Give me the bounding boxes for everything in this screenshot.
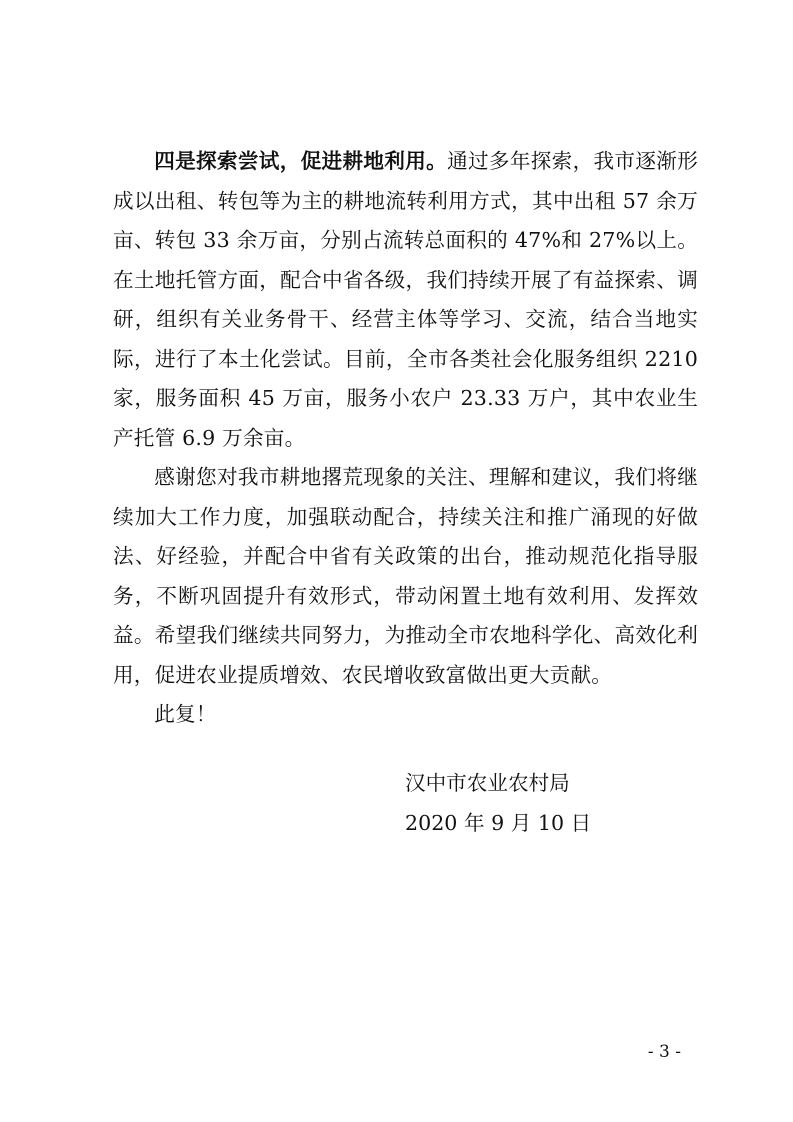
paragraph-text: 感谢您对我市耕地撂荒现象的关注、理解和建议，我们将继续加大工作力度，加强联动配合，持续关注和推广涌现的好做法、好经验，并配合中省有关政策的出台，推动规范化指导服务，不断巩固提升有效形式，带动闲置土地有效利用、发挥效益。希望我们继续共同努力，为推动全市农地科学化、高效化利用，促进农业提质增效、农民增收致富做出更大贡献。 [113,465,698,687]
letter-body [113,142,698,735]
signature-block [405,764,705,843]
paragraph-lead-heading: 四是探索尝试，促进耕地利用。 [154,149,448,173]
paragraph-thanks [113,458,698,695]
page-number: - 3 - [647,1042,681,1062]
paragraph-closing [113,695,698,735]
closing-text: 此复！ [154,702,217,726]
paragraph-land-use [113,142,698,458]
signature-date: 2020 年 9 月 10 日 [405,810,592,835]
paragraph-text: 通过多年探索，我市逐渐形成以出租、转包等为主的耕地流转利用方式，其中出租 57 余万亩、转包 33 余万亩，分别占流转总面积的 47%和 27%以上。在土地托管方面，配合中省各级，我们持续开展了有益探索、调研，组织有关业务骨干、经营主体等学习、交流，结合当地实际，进行了本土化尝试。目前，全市各类社会化服务组织 2210 家，服务面积 45 万亩，服务小农户 23.33 万户，其中农业生产托管 6.9 万余亩。 [113,149,698,450]
signature-organization: 汉中市农业农村局 [405,771,570,795]
